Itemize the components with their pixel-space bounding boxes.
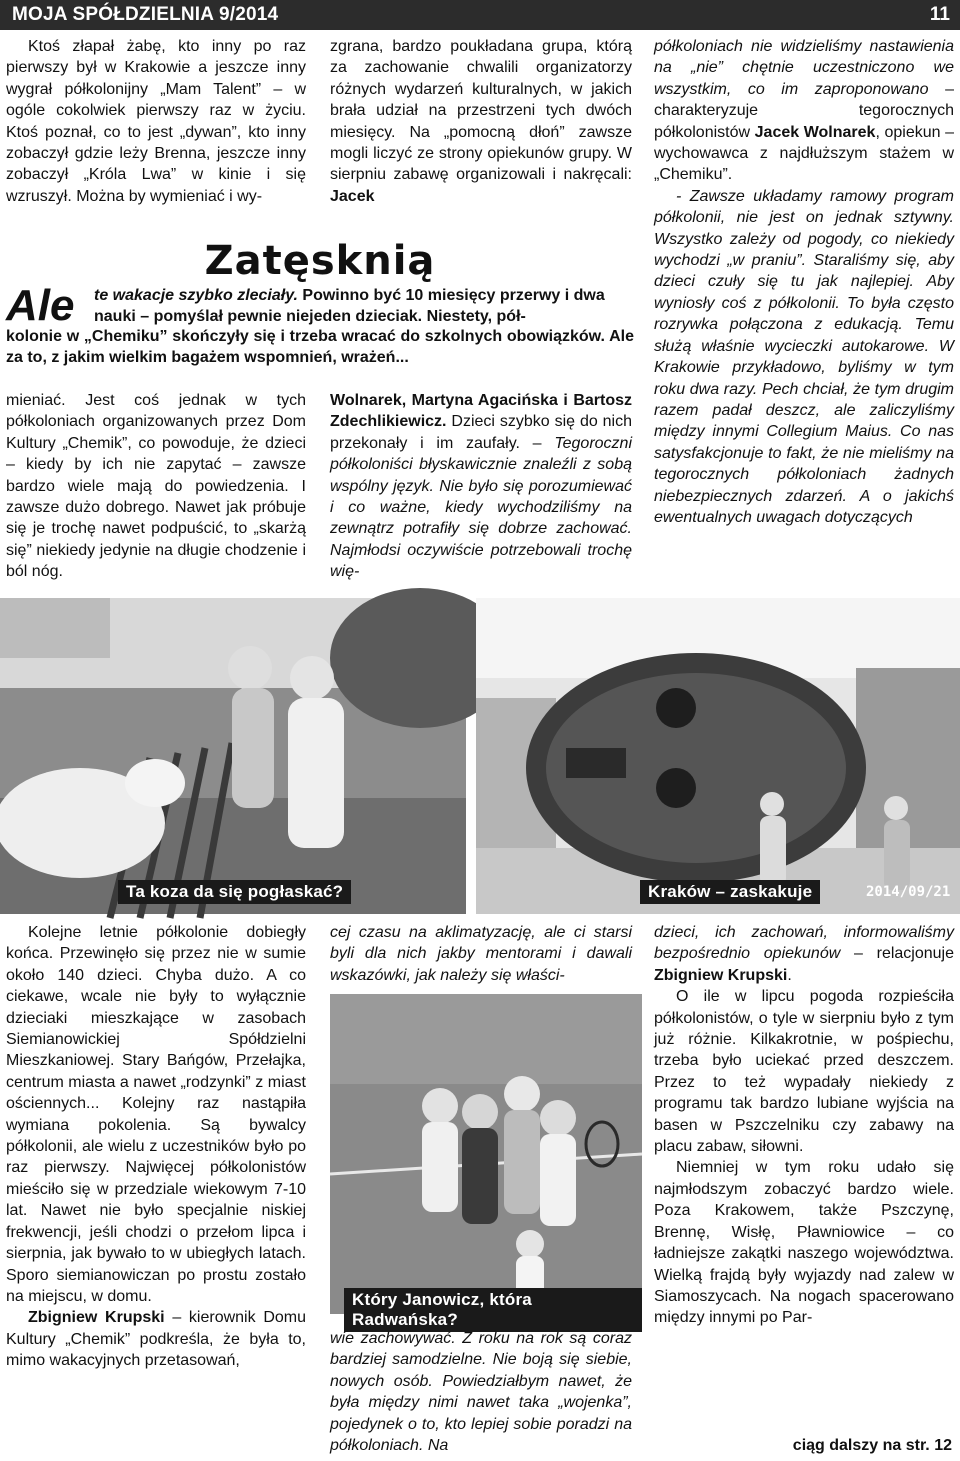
mid-col2-text: Dzieci szybko się do nich przekonały i im zaufały. – xyxy=(330,413,632,452)
bottom-col3-quote: dzieci, ich zachowań, informowaliśmy bezpośrednio opiekunów xyxy=(654,924,954,963)
krakow-caption: Kraków – zaskakuje xyxy=(640,880,820,904)
lead-italic: te wakacje szybko zleciały. xyxy=(94,287,298,304)
tennis-photo xyxy=(330,994,642,1329)
top-col3-text: – charakteryzuje tegorocznych półkolonistów xyxy=(654,80,955,141)
top-col3-text2: , opiekun – wychowawca z najdłuższym stażem w „Chemiku”. xyxy=(654,123,955,184)
page-header xyxy=(0,0,960,30)
continued-note: ciąg dalszy na str. 12 xyxy=(792,1437,952,1454)
bottom-col2-text-top: cej czasu na aklimatyzację, ale ci starsi byli dla nich jakby mentorami i dawali wskazówki, jak należy się właści- xyxy=(330,924,632,984)
bottom-col3-text: – relacjonuje xyxy=(840,945,955,963)
bottom-col3-name: Zbigniew Krupski xyxy=(654,966,788,984)
top-col2-text: zgrana, bardzo poukładana grupa, którą za zachowanie chwalili organizatorzy różnych wydarzeń kulturalnych, w jakich brała udział na przestrzeni tych dwóch miesięcy. Na „pomocną dłoń” zawsze mogli liczyć ze strony opiekunów grupy. W sierpniu zabawę organizowali i nakręcali: xyxy=(330,38,632,184)
bottom-column-3 xyxy=(654,922,954,1434)
page-number: 11 xyxy=(929,4,950,25)
bottom-column-2-top xyxy=(330,922,632,990)
lead-drop-word: Ale xyxy=(6,281,75,330)
mid-column-2 xyxy=(330,390,632,590)
top-col3-name: Jacek Wolnarek xyxy=(754,123,876,141)
bottom-column-2-bottom xyxy=(330,1328,632,1458)
article-title: Zatęsknią xyxy=(204,238,436,284)
top-col2-name: Jacek xyxy=(330,187,375,205)
krakow-photo xyxy=(476,598,960,914)
top-column-1 xyxy=(6,36,306,228)
bottom-col3-text3: Niemniej w tym roku udało się najmłodszym zobaczyć bardzo wiele. Poza Krakowem, także Pszczynę, Brennę, Wisłę, Pławniowice – co ładniejsze zakątki naszego województwa. Wielką frajdą były wyjazdy nad zalew w Siamoszycach. Na nogach spacerowano między innymi po Par- xyxy=(654,1159,954,1327)
bottom-column-1 xyxy=(6,922,306,1458)
top-col3-quote2: - Zawsze układamy ramowy program półkolonii, nie jest on jednak sztywny. Wszystko zależy od pogody, co niekiedy wychodzi „w praniu”. Staraliśmy się, aby dzieci czuły się tu jak najlepiej. Aby wyniosły coś z półkolonii. To była często rozrywka połączona z edukacją. Temu służą właśnie wycieczki autokarowe. W Krakowie przykładowo, byliśmy w tym roku dwa razy. Pech chciał, że tym drugim razem padał deszcz, ale zaliczyliśmy między innymi Collegium Maius. Co nas satysfakcjonuje to fakt, że nie mieliśmy na tegorocznych półkoloniach żadnych niebezpiecznych zdarzeń. A o jakichś ewentualnych uwagach dotyczących xyxy=(654,187,954,526)
lead-line-2: kolonie w „Chemiku” skończyły się i trzeba wracać do szkolnych obowiązków. Ale za to, z jakim wielkim bagażem wspomnień, wrażeń... xyxy=(6,328,634,366)
bottom-col3-dot: . xyxy=(787,966,792,984)
top-column-2 xyxy=(330,36,632,228)
bottom-col1-name: Zbigniew Krupski xyxy=(28,1309,165,1327)
magazine-title: MOJA SPÓŁDZIELNIA 9/2014 xyxy=(12,4,279,25)
goat-photo xyxy=(0,598,466,914)
top-col1-text: Ktoś złapał żabę, kto inny po raz pierwszy był w Krakowie a jeszcze inny wygrał półkolonijny „Mam Talent” – w ogóle cokolwiek pierwszy raz w życiu. Ktoś poznał, co to jest „dywan”, kto inny zobaczył gdzie leży Brenna, jeszcze inny zobaczył „Króla Lwa” w kinie i się wzruszył. Można by wymieniać i wy- xyxy=(6,38,306,205)
mid-col2-names: Wolnarek, Martyna Agacińska i Bartosz Zdechlikiewicz. xyxy=(330,392,632,431)
top-column-3 xyxy=(654,36,954,591)
mid-column-1 xyxy=(6,390,306,590)
top-col3-quote: półkoloniach nie widzieliśmy nastawienia na „nie” chętnie uczestniczono we wszystkim, co im zaproponowano xyxy=(654,38,954,98)
mid-col2-quote: Tegoroczni półkoloniści błyskawicznie znaleźli z sobą wspólny język. Nie było się porozumiewać i co ważne, kiedy wychodziliśmy na zewnątrz potrafiły się dobrze zachować. Najmłodsi oczywiście potrzebowali trochę wię- xyxy=(330,434,632,581)
bottom-col2-text-bottom: wie zachowywać. Z roku na rok są coraz bardziej samodzielne. Nie boją się siebie, nowych osób. Powiedziałbym nawet, że była między nimi nawet taka „wojenka”, pojedynek o to, kto lepiej sobie poradzi na półkoloniach. Na xyxy=(330,1330,632,1455)
bottom-col3-text2: O ile w lipcu pogoda rozpieściła półkolonistów, o tyle w sierpniu było z tym już różnie. Kilkakrotnie, w pośpiechu, trzeba było uciekać przed deszczem. Przez to też wypadały niekiedy z programu tak bardzo lubiane wyjścia na basen w Pszczelniku czy zabawy na placu zabaw, siłowni. xyxy=(654,988,954,1156)
bottom-col1-text2: – kierownik Domu Kultury „Chemik” podkreśla, że była to, mimo wakacyjnych przetasowań, xyxy=(6,1309,306,1370)
bottom-col1-text: Kolejne letnie półkolonie dobiegły końca. Przewinęło się przez nie w sumie około 140 dzieci. Chyba dużo. A co ciekawe, wcale nie były to wyłącznie dzieciaki mieszkające w zasobach Siemianowickiej Spółdzielni Mieszkaniowej. Stary Bańgów, Przełajka, centrum miasta a nawet „rodzynki” z miast ościennych... Kolejny raz nastąpiła wymiana pokolenia. Są bywalcy półkolonii, ale wielu z uczestników było po raz pierwszy. Najwięcej półkolonistów mieściło się w przedziale wiekowym 7-10 lat. Nawet nie było specjalnie niskiej frekwencji, jeśli chodzi o przełom lipca i sierpnia, jak bywało to w ubiegłych latach. Sporo siemianowiczan po prostu zostało na miejscu, w domu. xyxy=(6,924,306,1305)
lead-rest: Powinno być 10 miesięcy przerwy i dwa nauki – pomyślał pewnie niejeden dzieciak. Niestety, pół- xyxy=(94,287,605,325)
tennis-caption: Który Janowicz, która Radwańska? xyxy=(344,1288,642,1332)
goat-caption: Ta koza da się pogłaskać? xyxy=(118,880,351,904)
mid-col1-text: mieniać. Jest coś jednak w tych półkoloniach organizowanych przez Dom Kultury „Chemik”, co powoduje, że dzieci – kiedy by ich nie zapytać – zawsze bardzo wiele mają do powiedzenia. I zawsze dużo dobrego. Nawet jak próbuje się je trochę nawet podpuścić, to „skarżą się” niekiedy jedynie na długie chodzenie i ból nóg. xyxy=(6,392,306,581)
lead-line-1 xyxy=(94,286,634,327)
krakow-date-stamp: 2014/09/21 xyxy=(866,884,951,900)
